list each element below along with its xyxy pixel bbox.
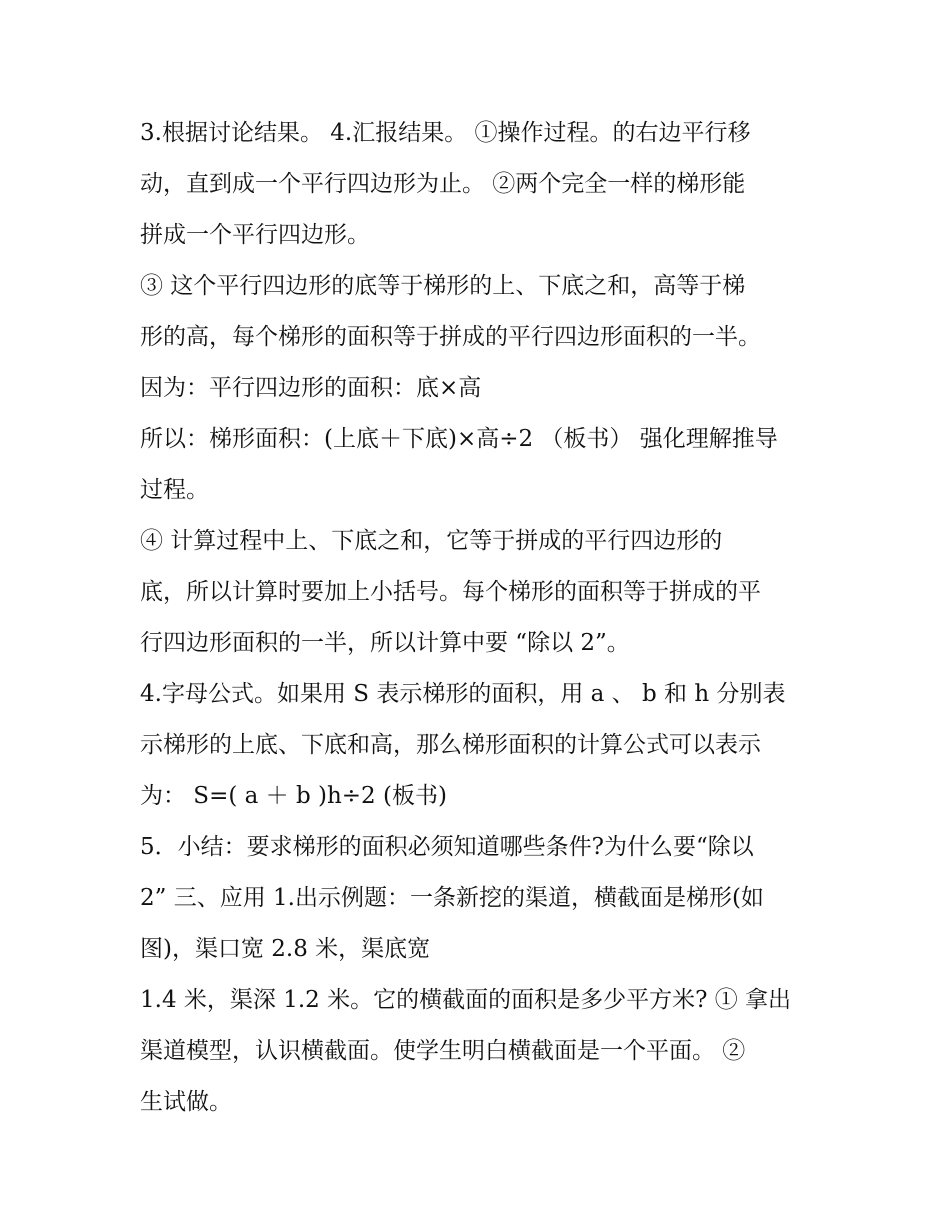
- text-line-12: 4.字母公式。如果用 S 表示梯形的面积，用 a 、 b 和 h 分别表: [140, 681, 786, 707]
- text-line-4: ③ 这个平行四边形的底等于梯形的上、下底之和，高等于梯: [140, 273, 746, 299]
- text-line-14: 为： S=( a ＋ b )h÷2 (板书): [140, 783, 447, 809]
- text-line-1: 3.根据讨论结果。 4.汇报结果。 ①操作过程。的右边平行移: [140, 120, 751, 146]
- text-line-8: 过程。: [140, 477, 209, 503]
- text-line-16: 2” 三、应用 1.出示例题：一条新挖的渠道，横截面是梯形(如: [140, 885, 764, 911]
- document-body: [140, 108, 830, 1128]
- text-line-9: ④ 计算过程中上、下底之和，它等于拼成的平行四边形的: [140, 528, 723, 554]
- text-line-6: 因为：平行四边形的面积：底×高: [140, 375, 482, 401]
- text-line-20: 生试做。: [140, 1089, 232, 1115]
- text-line-19: 渠道模型，认识横截面。使学生明白横截面是一个平面。 ②: [140, 1038, 746, 1064]
- text-line-7: 所以：梯形面积：(上底＋下底)×高÷2 （板书） 强化理解推导: [140, 426, 778, 452]
- text-line-3: 拼成一个平行四边形。: [140, 222, 370, 248]
- text-line-15: 5．小结：要求梯形的面积必须知道哪些条件?为什么要“除以: [140, 834, 754, 860]
- text-line-11: 行四边形面积的一半，所以计算中要 “除以 2”。: [140, 630, 630, 656]
- text-line-2: 动，直到成一个平行四边形为止。 ②两个完全一样的梯形能: [140, 171, 746, 197]
- text-line-5: 形的高，每个梯形的面积等于拼成的平行四边形面积的一半。: [140, 324, 761, 350]
- text-line-17: 图)，渠口宽 2.8 米，渠底宽: [140, 936, 431, 962]
- text-line-10: 底，所以计算时要加上小括号。每个梯形的面积等于拼成的平: [140, 579, 761, 605]
- text-line-13: 示梯形的上底、下底和高，那么梯形面积的计算公式可以表示: [140, 732, 761, 758]
- text-line-18: 1.4 米，渠深 1.2 米。它的横截面的面积是多少平方米? ① 拿出: [140, 987, 792, 1013]
